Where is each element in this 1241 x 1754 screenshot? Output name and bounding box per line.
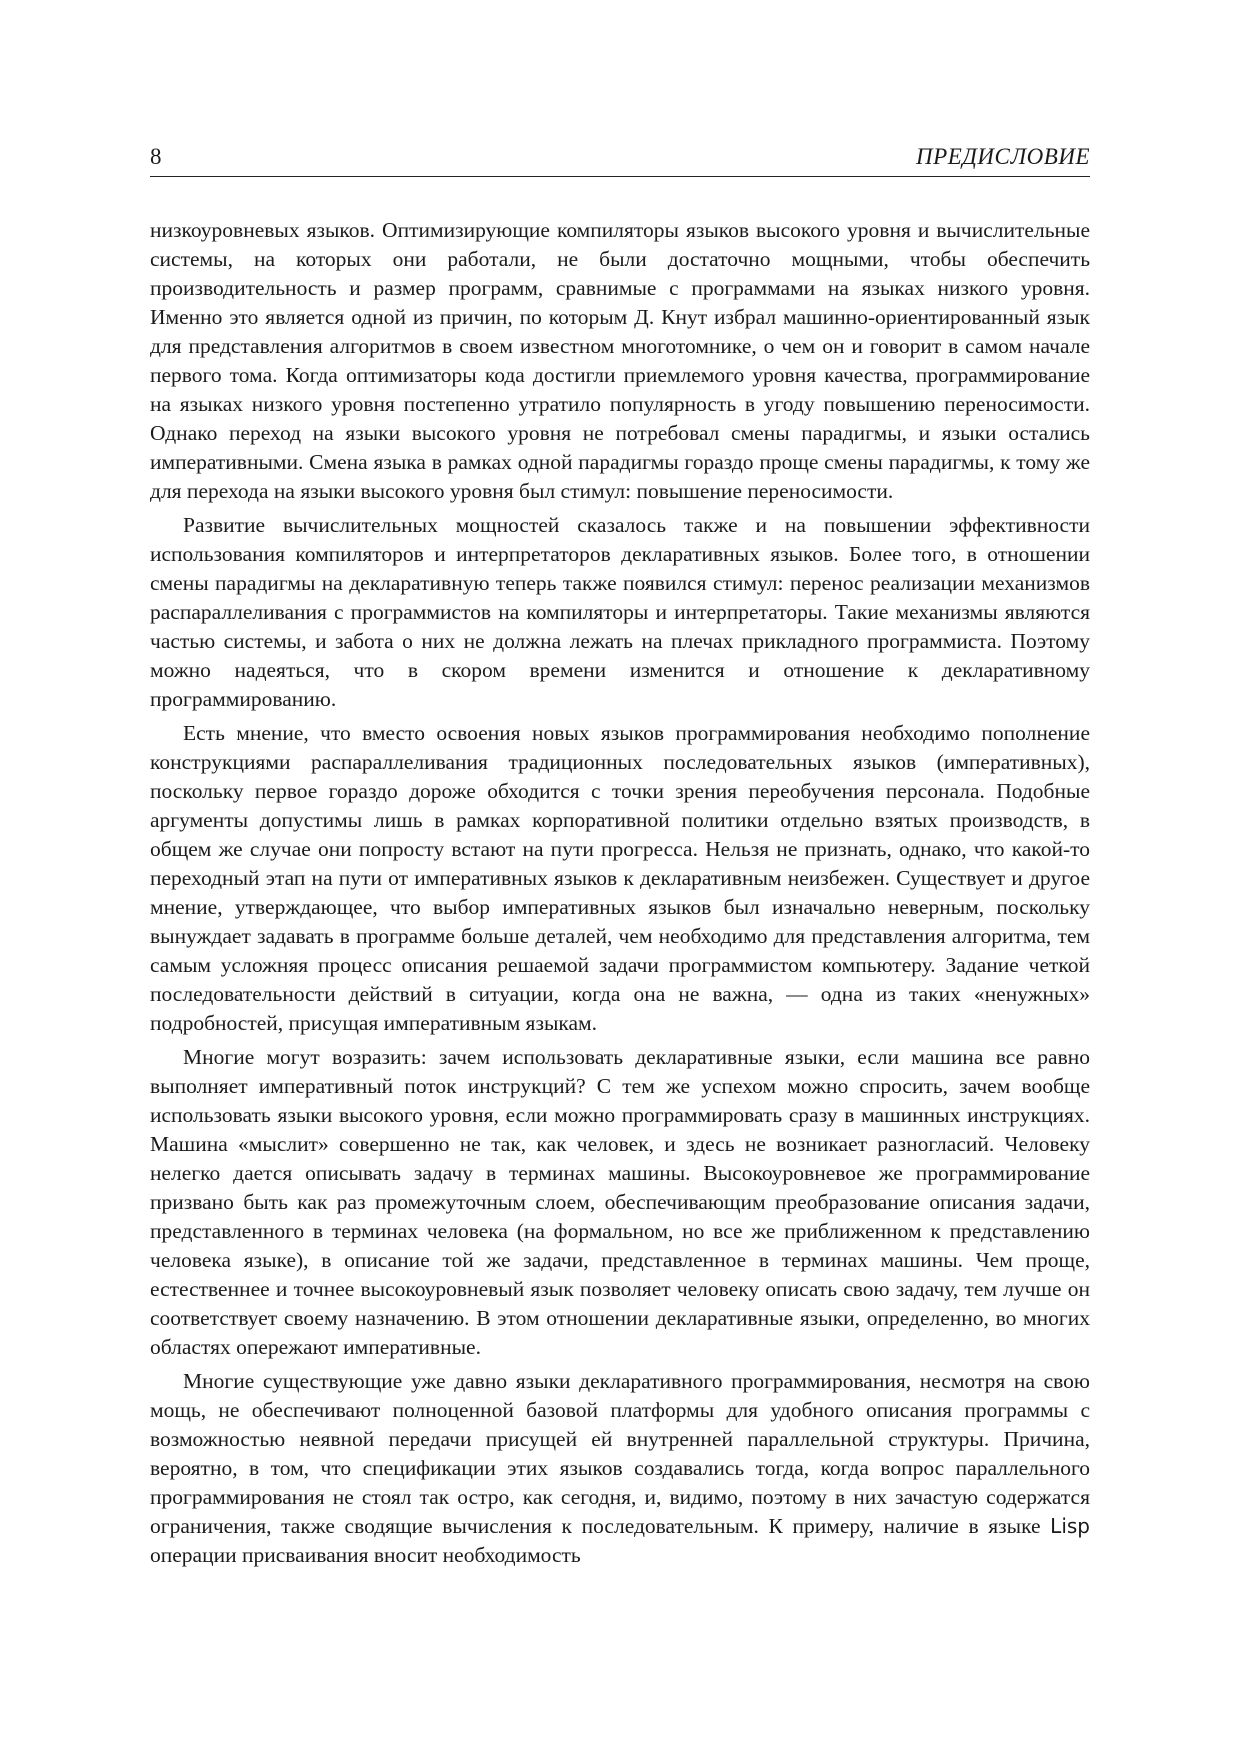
paragraph-5-text-before: Многие существующие уже давно языки декларативного программирования, несмотря на свою мощь, не обеспечивают полноценной базовой платформы для удобного описания программы с возможностью неявной передачи присущей ей внутренней параллельной структуры. Причина, вероятно, в том, что спецификации этих языков создавались тогда, когда вопрос параллельного программирования не стоял так остро, как сегодня, и, видимо, поэтому в них зачастую содержатся ограничения, также сводящие вычисления к последовательным. К примеру, наличие в языке [150, 1369, 1090, 1538]
body-text [150, 216, 1090, 1575]
page-header [150, 144, 1090, 177]
paragraph-4: Многие могут возразить: зачем использовать декларативные языки, если машина все равно выполняет императивный поток инструкций? С тем же успехом можно спросить, зачем вообще использовать языки высокого уровня, если можно программировать сразу в машинных инструкциях. Машина «мыслит» совершенно не так, как человек, и здесь не возникает разногласий. Человеку нелегко дается описывать задачу в терминах машины. Высокоуровневое же программирование призвано быть как раз промежуточным слоем, обеспечивающим преобразование описания задачи, представленного в терминах человека (на формальном, но все же приближенном к представлению человека языке), в описание той же задачи, представленное в терминах машины. Чем проще, естественнее и точнее высокоуровневый язык позволяет человеку описать свою задачу, тем лучше он соответствует своему назначению. В этом отношении декларативные языки, определенно, во многих областях опережают императивные. [150, 1045, 1090, 1359]
running-title: ПРЕДИСЛОВИЕ [916, 144, 1090, 169]
paragraph-2: Развитие вычислительных мощностей сказалось также и на повышении эффективности использования компиляторов и интерпретаторов декларативных языков. Более того, в отношении смены парадигмы на декларативную теперь также появился стимул: перенос реализации механизмов распараллеливания с программистов на компиляторы и интерпретаторы. Такие механизмы являются частью системы, и забота о них не должна лежать на плечах прикладного программиста. Поэтому можно надеяться, что в скором времени изменится и отношение к декларативному программированию. [150, 513, 1090, 711]
paragraph-5-text-after: операции присваивания вносит необходимость [150, 1543, 581, 1567]
paragraph-5 [150, 1367, 1090, 1570]
paragraph-3: Есть мнение, что вместо освоения новых языков программирования необходимо пополнение конструкциями распараллеливания традиционных последовательных языков (императивных), поскольку первое гораздо дороже обходится с точки зрения переобучения персонала. Подобные аргументы допустимы лишь в рамках корпоративной политики отдельно взятых производств, в общем же случае они попросту встают на пути прогресса. Нельзя не признать, однако, что какой-то переходный этап на пути от императивных языков к декларативным неизбежен. Существует и другое мнение, утверждающее, что выбор императивных языков был изначально неверным, поскольку вынуждает задавать в программе больше деталей, чем необходимо для представления алгоритма, тем самым усложняя процесс описания решаемой задачи программистом компьютеру. Задание четкой последовательности действий в ситуации, когда она не важна, — одна из таких «ненужных» подробностей, присущая императивным языкам. [150, 721, 1090, 1035]
lisp-term: Lisp [1050, 1514, 1090, 1538]
page-number: 8 [150, 144, 162, 169]
paragraph-1: низкоуровневых языков. Оптимизирующие компиляторы языков высокого уровня и вычислительные системы, на которых они работали, не были достаточно мощными, чтобы обеспечить производительность и размер программ, сравнимые с программами на языках низкого уровня. Именно это является одной из причин, по которым Д. Кнут избрал машинно-ориентированный язык для представления алгоритмов в своем известном многотомнике, о чем он и говорит в самом начале первого тома. Когда оптимизаторы кода достигли приемлемого уровня качества, программирование на языках низкого уровня постепенно утратило популярность в угоду повышению переносимости. Однако переход на языки высокого уровня не потребовал смены парадигмы, и языки остались императивными. Смена языка в рамках одной парадигмы гораздо проще смены парадигмы, к тому же для перехода на языки высокого уровня был стимул: повышение переносимости. [150, 218, 1090, 503]
